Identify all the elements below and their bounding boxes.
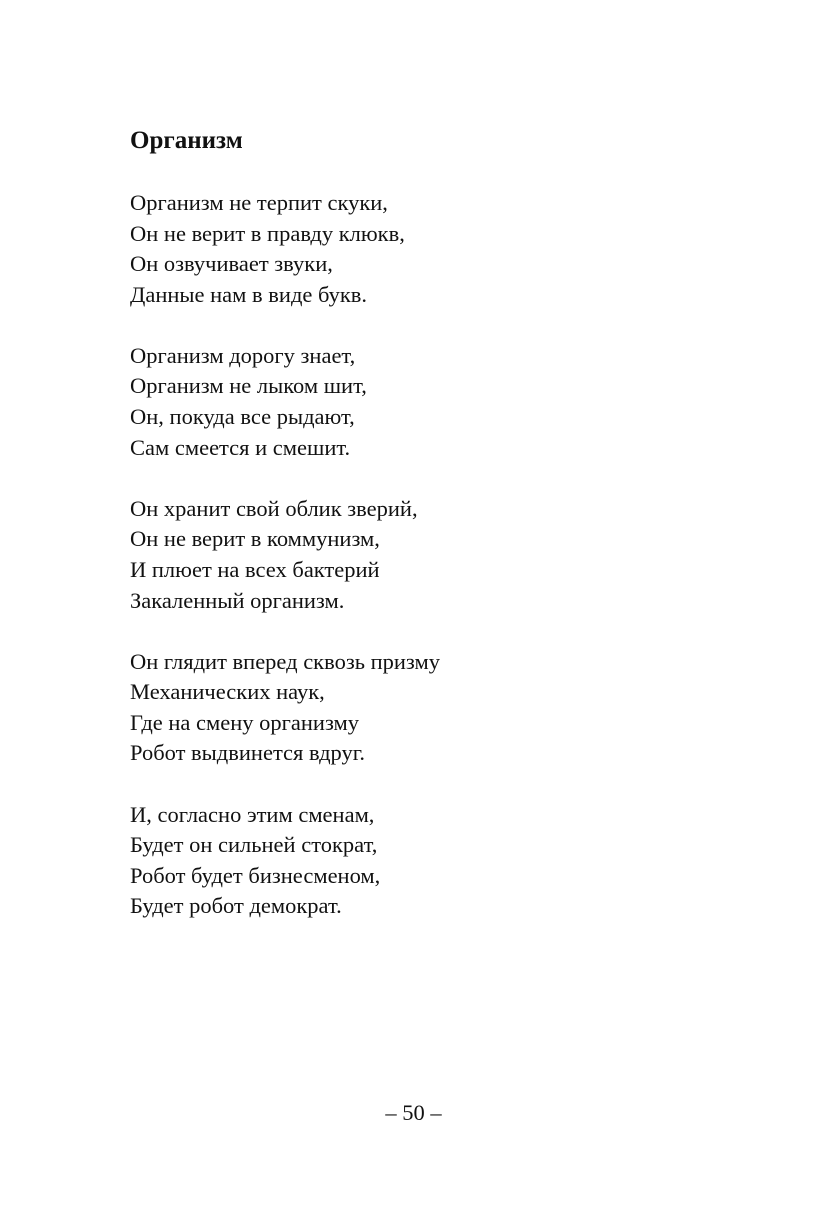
poem-line: Он не верит в правду клюкв, [130,220,405,246]
poem-line: Организм дорогу знает, [130,342,356,368]
poem-line: Робот будет бизнесменом, [130,862,381,888]
stanza-1 [130,188,440,310]
stanza-4 [130,647,440,769]
stanza-5 [130,800,440,922]
poem-line: Организм не терпит скуки, [130,190,388,215]
poem-line: Организм не лыком шит, [130,373,367,399]
poem-title: Организм [130,127,243,154]
poem-line: Он озвучивает звуки, [130,251,333,277]
poem-body [130,188,440,952]
poem-line: И, согласно этим сменам, [130,801,375,827]
poem-line: Он хранит свой облик зверий, [130,495,418,521]
poem-line: И плюет на всех бактерий [130,556,380,582]
poem-line: Робот выдвинется вдруг. [130,740,366,766]
poem-line: Будет он сильней стократ, [130,832,378,858]
poem-line: Он глядит вперед сквозь призму [130,648,440,674]
page-number: – 50 – [385,1100,442,1125]
stanza-3 [130,494,440,616]
stanza-2 [130,341,440,463]
poem-line: Закаленный организм. [130,587,345,613]
poem-line: Где на смену организму [130,709,360,735]
poem-line: Данные нам в виде букв. [130,281,368,307]
poem-line: Он, покуда все рыдают, [130,404,355,430]
poem-line: Он не верит в коммунизм, [130,526,380,552]
poem-line: Сам смеется и смешит. [130,434,351,460]
poem-line: Будет робот демократ. [130,893,342,919]
poem-line: Механических наук, [130,679,325,705]
